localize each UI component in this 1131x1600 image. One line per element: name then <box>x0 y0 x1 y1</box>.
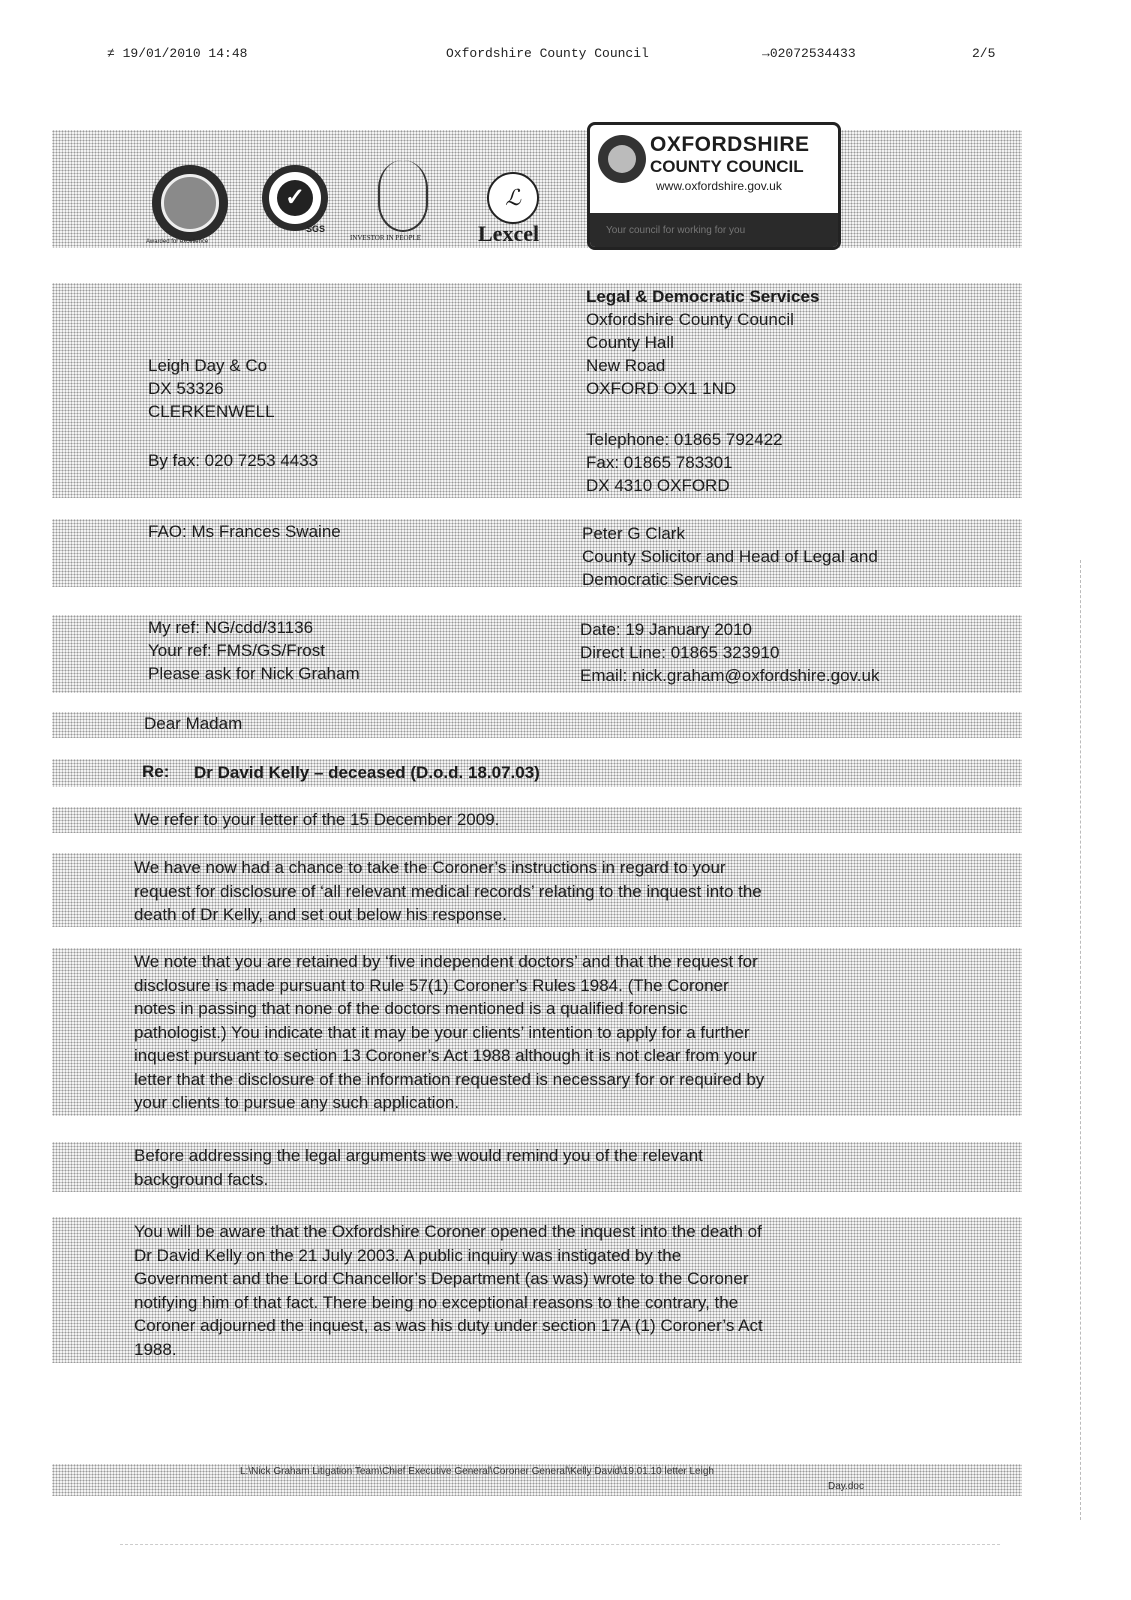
paragraph-5: You will be aware that the Oxfordshire Coroner opened the inquest into the death of Dr David Kelly on the 21 July 2003. A public inquiry was instigated by the Government and the Lord Chancellor’s Department (as was) wrote to the Coroner notifying him of that fact. There being no exceptional reasons to the contrary, the Coroner adjourned the inquest, as was his duty under section 17A (1) Coroner’s Act 1988. <box>134 1222 763 1359</box>
your-ref: Your ref: FMS/GS/Frost <box>148 641 325 660</box>
sender-city: OXFORD OX1 1ND <box>586 379 737 398</box>
my-ref: My ref: NG/cdd/31136 <box>148 618 314 637</box>
fax-datetime: ≠ 19/01/2010 14:48 <box>107 46 248 61</box>
footer-path-line2: Day.doc <box>828 1481 864 1492</box>
recipient-fao: FAO: Ms Frances Swaine <box>148 522 341 541</box>
fax-sender: Oxfordshire County Council <box>446 46 649 61</box>
sender-building: County Hall <box>586 333 674 352</box>
paragraph-3: We note that you are retained by ‘five independent doctors’ and that the request for disclosure is made pursuant to Rule 57(1) Coroner’s Rules 1984. (The Coroner notes in passing that none of the doctors mentioned is a qualified forensic pathologist.) You indicate that it may be your clients’ intention to apply for a further inquest pursuant to section 13 Coroner’s Act 1988 although it is not clear from your letter that the disclosure of the information requested is necessary for or required by your clients to pursue any such application. <box>134 952 765 1112</box>
fax-number: →02072534433 <box>762 46 856 61</box>
lexcel-label: Lexcel <box>478 221 540 246</box>
signatory-role-line2: Democratic Services <box>582 570 738 589</box>
recipient-city: CLERKENWELL <box>148 402 275 421</box>
check-icon: ✓ <box>277 180 313 216</box>
scan-bottom-line <box>120 1544 1000 1546</box>
sender-dx: DX 4310 OXFORD <box>586 476 730 495</box>
fax-page: 2/5 <box>972 46 996 61</box>
charter-mark-caption: Awarded for excellence <box>146 239 209 245</box>
recipient-dx: DX 53326 <box>148 379 224 398</box>
council-url: www.oxfordshire.gov.uk <box>656 179 782 193</box>
charter-mark-logo <box>152 165 228 241</box>
sgs-logo <box>262 165 328 231</box>
subject-label: Re: <box>142 762 170 781</box>
sender-street: New Road <box>586 356 666 375</box>
council-logo <box>587 122 841 250</box>
salutation: Dear Madam <box>144 714 243 733</box>
recipient-fax: By fax: 020 7253 4433 <box>148 451 319 470</box>
paragraph-4: Before addressing the legal arguments we would remind you of the relevant background facts. <box>134 1146 703 1189</box>
subject-line: Dr David Kelly – deceased (D.o.d. 18.07.03) <box>194 763 540 782</box>
sender-org: Oxfordshire County Council <box>586 310 794 329</box>
council-strapline: Your council for working for you <box>606 225 746 236</box>
council-name-line1: OXFORDSHIRE <box>650 133 810 156</box>
scan-edge-line <box>1080 560 1082 1520</box>
sender-department: Legal & Democratic Services <box>586 287 820 306</box>
email: Email: nick.graham@oxfordshire.gov.uk <box>580 666 880 685</box>
paragraph-1: We refer to your letter of the 15 December 2009. <box>134 810 500 829</box>
lexcel-monogram-icon: ℒ <box>487 172 539 224</box>
investor-in-people-laurel-icon <box>378 160 428 232</box>
iip-label: INVESTOR IN PEOPLE <box>350 234 422 242</box>
signatory-role-line1: County Solicitor and Head of Legal and <box>582 547 878 566</box>
recipient-name: Leigh Day & Co <box>148 356 268 375</box>
please-ask-for: Please ask for Nick Graham <box>148 664 360 683</box>
letter-date: Date: 19 January 2010 <box>580 620 753 639</box>
council-strapline-bar <box>590 213 838 247</box>
footer-path-line1: L:\Nick Graham Litigation Team\Chief Executive General\Coroner General\Kelly David\19.01.10 letter Leigh <box>240 1466 714 1477</box>
signatory-name: Peter G Clark <box>582 524 685 543</box>
direct-line: Direct Line: 01865 323910 <box>580 643 780 662</box>
paragraph-2: We have now had a chance to take the Coroner’s instructions in regard to your request for disclosure of ‘all relevant medical records’ relating to the inquest into the death of Dr Kelly, and set out below his response. <box>134 858 762 924</box>
sender-telephone: Telephone: 01865 792422 <box>586 430 783 449</box>
sgs-label: SGS <box>306 224 326 234</box>
council-name-line2: COUNTY COUNCIL <box>650 157 804 176</box>
council-crest-icon <box>598 135 646 183</box>
sender-fax: Fax: 01865 783301 <box>586 453 733 472</box>
